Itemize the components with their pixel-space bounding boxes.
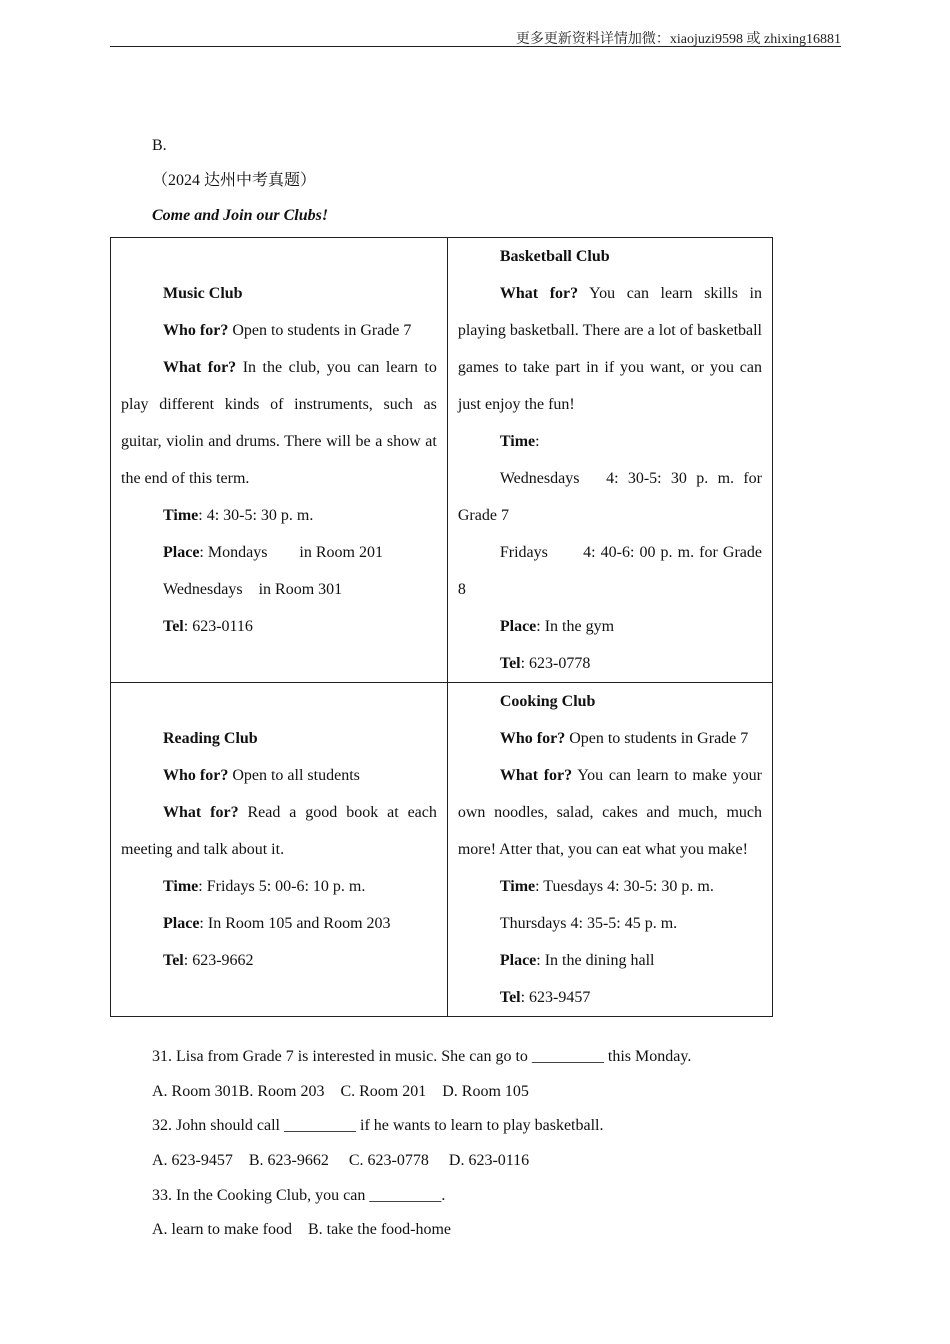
section-title: Come and Join our Clubs! [152,207,329,224]
reading-time-label: Time [163,878,199,895]
basketball-time-grade7: Wednesdays 4: 30-5: 30 p. m. for Grade 7 [457,470,762,524]
question-33-options: A. learn to make food B. take the food-home [152,1221,452,1238]
cooking-who-value: Open to students in Grade 7 [565,730,749,747]
reading-club-cell [111,683,448,1017]
basketball-what-label: What for? [499,285,579,302]
question-33-stem: 33. In the Cooking Club, you can _________. [152,1187,446,1204]
basketball-time-value: : [535,433,540,450]
question-31-options: A. Room 301B. Room 203 C. Room 201 D. Room 105 [152,1083,529,1100]
music-place-value-2: Wednesdays in Room 301 [163,581,343,598]
reading-who-value: Open to all students [228,767,360,784]
reading-place-label: Place [163,915,200,932]
section-source: （2024 达州中考真题） [152,172,317,189]
section-label: B. [152,137,167,154]
reading-place-value: : In Room 105 and Room 203 [199,915,391,932]
music-what-value: In the club, you can learn to play different kinds of instruments, such as guitar, violin and drums. There will be a show at the end of this term. [121,359,437,487]
cooking-tel-value: : 623-9457 [520,989,591,1006]
reading-what-label: What for? [163,804,239,821]
reading-tel-value: : 623-9662 [183,952,254,969]
cooking-tel-label: Tel [499,989,521,1006]
basketball-club-name: Basketball Club [499,248,610,265]
question-32-stem: 32. John should call _________ if he wants to learn to play basketball. [152,1117,604,1134]
basketball-place-label: Place [499,618,537,635]
basketball-what-value: You can learn skills in playing basketball. There are a lot of basketball games to take part in if you want, or you can just enjoy the fun! [457,285,762,413]
cooking-time-value-2: Thursdays 4: 35-5: 45 p. m. [499,915,678,932]
music-what-label: What for? [163,359,237,376]
music-place-value: : Mondays in Room 201 [199,544,383,561]
header-text: 更多更新资料详情加微：xiaojuzi9598 或 zhixing16881 [515,32,841,47]
cooking-who-label: Who for? [499,730,566,747]
cooking-time-label: Time [499,878,536,895]
cooking-what-value: You can learn to make your own noodles, salad, cakes and much, much more! Atter that, you can eat what you make! [457,767,763,858]
cooking-what-label: What for? [499,767,573,784]
reading-tel-label: Tel [163,952,184,969]
reading-time-value: : Fridays 5: 00-6: 10 p. m. [198,878,366,895]
music-club-cell [111,238,448,683]
music-time-label: Time [163,507,199,524]
cooking-time-value: : Tuesdays 4: 30-5: 30 p. m. [535,878,714,895]
reading-what-value: Read a good book at each meeting and talk about it. [121,804,437,858]
question-32-options: A. 623-9457 B. 623-9662 C. 623-0778 D. 623-0116 [152,1152,530,1169]
music-tel-value: : 623-0116 [183,618,253,635]
basketball-place-value: : In the gym [536,618,615,635]
cooking-place-value: : In the dining hall [536,952,655,969]
cooking-club-cell [447,683,772,1017]
music-who-label: Who for? [163,322,229,339]
music-who-value: Open to students in Grade 7 [228,322,412,339]
basketball-time-grade8: Fridays 4: 40-6: 00 p. m. for Grade 8 [457,544,762,598]
music-time-value: : 4: 30-5: 30 p. m. [198,507,314,524]
cooking-place-label: Place [499,952,537,969]
basketball-tel-value: : 623-0778 [520,655,591,672]
basketball-time-label: Time [499,433,536,450]
music-tel-label: Tel [163,618,184,635]
page-header [110,26,841,47]
question-31-stem: 31. Lisa from Grade 7 is interested in music. She can go to _________ this Monday. [152,1048,692,1065]
music-place-label: Place [163,544,200,561]
basketball-club-cell [447,238,772,683]
basketball-tel-label: Tel [499,655,521,672]
cooking-club-name: Cooking Club [499,693,596,710]
music-club-name: Music Club [163,285,243,302]
reading-club-name: Reading Club [163,730,258,747]
reading-who-label: Who for? [163,767,229,784]
clubs-table [110,237,773,1017]
